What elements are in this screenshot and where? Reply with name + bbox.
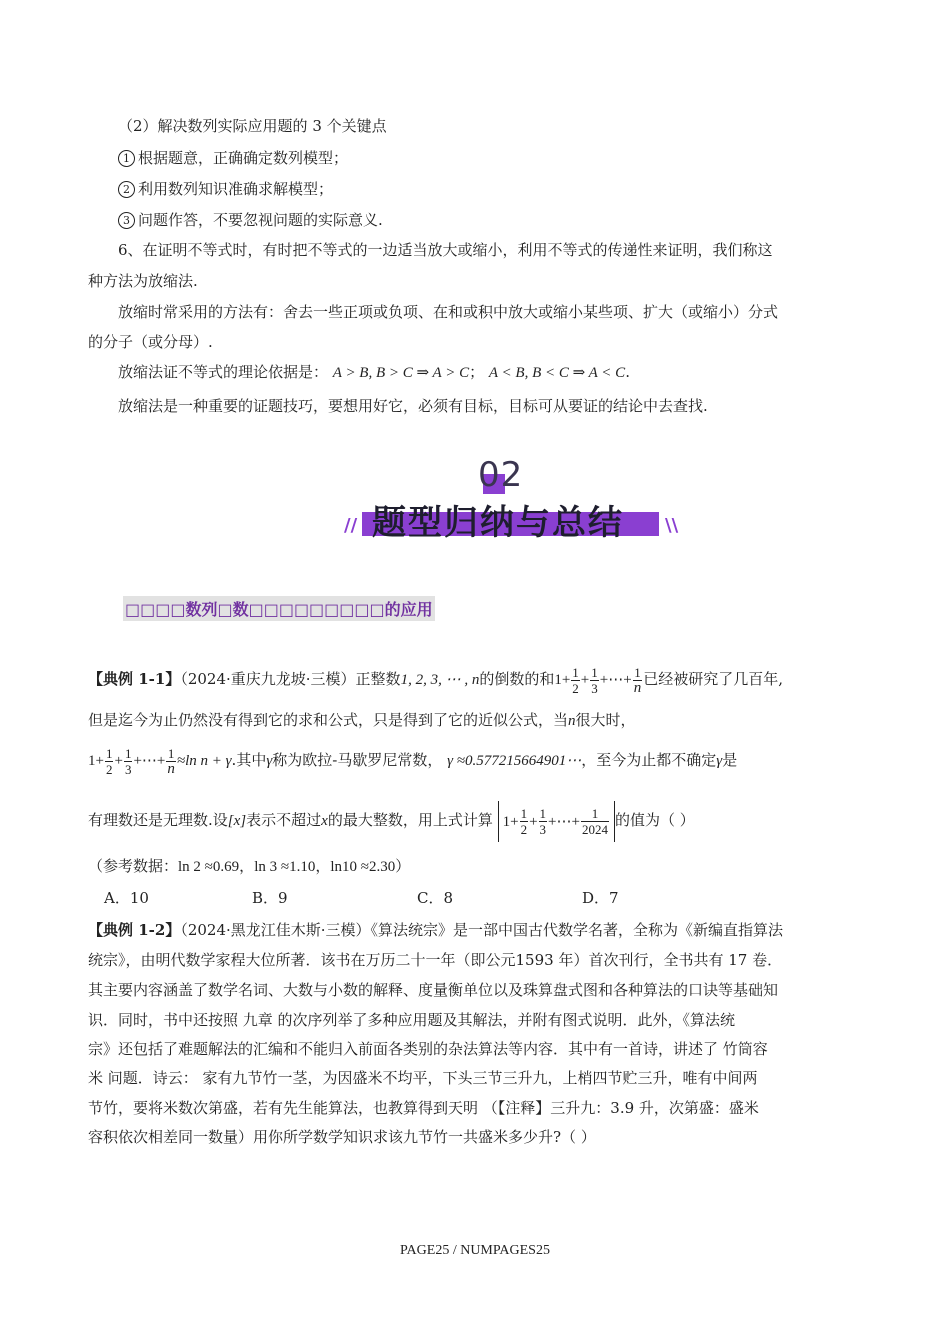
section-number: 02 xyxy=(478,455,524,495)
approximation-formula: ≈ln n + γ xyxy=(176,753,232,769)
reference-data xyxy=(88,856,863,877)
circled-number: 3 xyxy=(118,212,135,229)
integer-sequence: 1, 2, 3, ⋯ , n xyxy=(400,672,480,688)
formula-term: + xyxy=(561,672,571,688)
gamma-value: γ ≈0.577215664901⋯ xyxy=(447,753,582,769)
floor-notation: [x] xyxy=(227,813,247,829)
formula-term: +⋯+ xyxy=(599,672,632,688)
formula-transitive-gt: A > B, B > C ⇒ A > C xyxy=(332,365,470,381)
gamma-symbol: γ xyxy=(266,753,273,769)
text: ， xyxy=(315,857,331,875)
ref-ln3: ln 3 ≈1.10 xyxy=(254,859,316,875)
skill-line: 放缩法是一种重要的证题技巧，要想用好它，必须有目标，目标可从要证的结论中去查找. xyxy=(118,397,708,415)
page-footer: PAGE25 / NUMPAGES25 xyxy=(400,1243,550,1258)
example2-line6: 米 问题．诗云： 家有九节竹一茎，为因盛米不均平，下头三节三升九，上梢四节贮三升，唯有中间两 xyxy=(88,1069,758,1087)
floor-expression: 1+ $\frac{1}{2}$ + $\frac{1}{3}$ +⋯+ $\frac{1}{2024}$ xyxy=(498,801,615,842)
example2-line2: 统宗》，由明代数学家程大位所著．该书在万历二十一年（即公元1593 年）首次刊行，全书共有 17 卷． xyxy=(88,951,783,969)
formula-term: +⋯+ xyxy=(133,753,166,769)
text: 很大时， xyxy=(575,711,636,729)
option-b: B．9 xyxy=(252,889,288,907)
formula-term: + xyxy=(95,753,104,769)
methods-line1: 放缩时常采用的方法有：舍去一些正项或负项、在和或积中放大或缩小某些项、扩大（或缩小）分式 xyxy=(118,303,779,321)
ref-ln2: ln 2 ≈0.69 xyxy=(178,859,240,875)
option-d: D．7 xyxy=(582,889,619,907)
text: 称为欧拉-马歇罗尼常数， xyxy=(272,751,443,769)
list-item xyxy=(118,179,893,199)
methods-line2: 的分子（或分母）. xyxy=(88,333,213,351)
text: 有理数还是无理数.设 xyxy=(88,811,228,829)
text: ） xyxy=(395,857,411,875)
formula-transitive-lt: A < B, B < C ⇒ A < C xyxy=(488,365,626,381)
text: 是 xyxy=(722,751,738,769)
list-item xyxy=(118,148,893,168)
circled-number: 1 xyxy=(118,150,135,167)
text: 表示不超过 xyxy=(246,811,322,829)
example-source: （2024·重庆九龙坡·三模） xyxy=(180,670,356,688)
text: .其中 xyxy=(231,751,267,769)
topic-heading: □□□□数列□数□□□□□□□□□的应用 xyxy=(123,596,435,621)
formula-term: 1 xyxy=(88,753,96,769)
formula-term: 1 xyxy=(554,672,562,688)
ref-ln10: ln10 ≈2.30 xyxy=(330,859,396,875)
text: （参考数据： xyxy=(88,857,179,875)
fraction: $\frac{1}{n}$ xyxy=(167,745,175,777)
text: 的倒数的和 xyxy=(479,670,555,688)
para6-line1: 6、在证明不等式时，有时把不等式的一边适当放大或缩小，利用不等式的传递性来证明，我们称这 xyxy=(118,241,773,259)
list-item-text: 利用数列知识准确求解模型； xyxy=(138,180,334,198)
section-title: 题型归纳与总结 xyxy=(372,503,624,543)
formula-term: + xyxy=(580,672,590,688)
example1-line4 xyxy=(88,800,863,840)
option-c: C．8 xyxy=(417,889,454,907)
circled-number: 2 xyxy=(118,181,135,198)
text: 的值为（ ） xyxy=(614,811,695,829)
fraction: $\frac{1}{3}$ xyxy=(591,664,598,696)
example-label: 【典例 1-2】 xyxy=(88,921,181,939)
text: （2024·黑龙江佳木斯·三模）《算法统宗》是一部中国古代数学名著，全称为《新编直指算法 xyxy=(180,921,784,939)
example1-line3 xyxy=(88,742,863,778)
text: 已经被研究了几百年, xyxy=(643,670,783,688)
variable-x: x xyxy=(321,813,328,829)
example1-line2 xyxy=(88,710,863,731)
fraction: $\frac{1}{n}$ xyxy=(633,664,642,696)
text: ，至今为止都不确定 xyxy=(581,751,717,769)
text: 但是迄今为止仍然没有得到它的求和公式，只是得到了它的近似公式，当 xyxy=(88,711,569,729)
formula-term: + xyxy=(114,753,123,769)
fraction: $\frac{1}{3}$ xyxy=(124,745,132,777)
example2-line4: 识．同时，书中还按照 九章 的次序列举了多种应用题及其解法，并附有图式说明．此外，《算法统 xyxy=(88,1011,736,1029)
para-title: （2）解决数列实际应用题的 3 个关键点 xyxy=(118,117,387,135)
example2-line5: 宗》还包括了难题解法的汇编和不能归入前面各类别的杂法算法等内容．其中有一首诗，讲述了 竹筒容 xyxy=(88,1040,768,1058)
gamma-symbol: γ xyxy=(716,753,723,769)
list-item xyxy=(118,210,893,230)
para6-line2: 种方法为放缩法. xyxy=(88,272,198,290)
example2-line7: 节竹，要将米数次第盛，若有先生能算法，也教算得到天明 （【注释】三升九：3.9 升，次第盛：盛米 xyxy=(88,1099,759,1117)
example2-line1 xyxy=(88,920,863,940)
variable-n: n xyxy=(568,713,576,729)
example1-line1 xyxy=(88,664,863,694)
text: 的最大整数，用上式计算 xyxy=(327,811,493,829)
example2-line8: 容积依次相差同一数量）用你所学数学知识求该九节竹一共盛米多少升?（ ） xyxy=(88,1128,596,1146)
slash-decoration-right: \\ xyxy=(665,515,679,536)
fraction: $\frac{1}{2}$ xyxy=(572,664,579,696)
basis-prefix: 放缩法证不等式的理论依据是： xyxy=(118,363,329,381)
period: . xyxy=(625,363,630,381)
list-item-text: 根据题意，正确确定数列模型； xyxy=(138,149,349,167)
option-a: A．10 xyxy=(104,889,149,907)
list-item-text: 问题作答，不要忽视问题的实际意义. xyxy=(138,211,383,229)
example-label: 【典例 1-1】 xyxy=(88,670,181,688)
text: ， xyxy=(239,857,255,875)
text: 正整数 xyxy=(355,670,401,688)
fraction: $\frac{1}{2}$ xyxy=(105,745,113,777)
basis-line xyxy=(118,362,893,383)
example2-line3: 其主要内容涵盖了数学名词、大数与小数的解释、度量衡单位以及珠算盘式图和各种算法的口诀等基础知 xyxy=(88,981,779,999)
slash-decoration-left: // xyxy=(344,515,358,536)
separator: ； xyxy=(469,363,485,381)
